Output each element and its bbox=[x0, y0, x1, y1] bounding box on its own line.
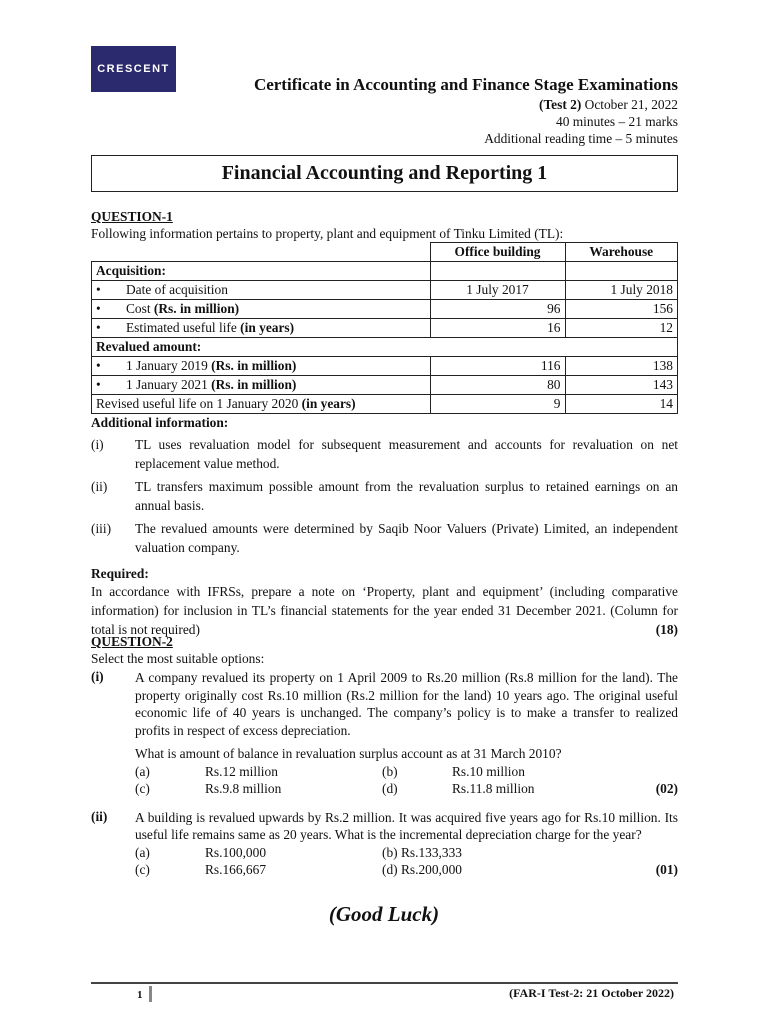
cell-value: 156 bbox=[565, 300, 678, 319]
mcq-stem: A building is revalued upwards by Rs.2 million. It was acquired five years ago for Rs.10 million. Its useful life remains same as 20 years. What is the incremental depreciation charge for the year? bbox=[135, 809, 678, 842]
cell-value: 1 July 2017 bbox=[430, 281, 565, 300]
question-2-heading: QUESTION-2 bbox=[91, 634, 173, 649]
label-text: 1 January 2021 bbox=[126, 377, 212, 392]
label-text: Estimated useful life bbox=[126, 320, 241, 335]
question-1-heading: QUESTION-1 bbox=[91, 209, 173, 224]
certificate-title: Certificate in Accounting and Finance Stage Examinations bbox=[253, 75, 678, 94]
page-footer bbox=[91, 982, 678, 1001]
label-unit: (Rs. in million) bbox=[211, 358, 297, 373]
option-text: Rs.166,667 bbox=[205, 861, 267, 877]
footer-divider bbox=[149, 986, 152, 1002]
table-row bbox=[92, 262, 678, 281]
bullet: • bbox=[96, 282, 101, 297]
required-body: In accordance with IFRSs, prepare a note on ‘Property, plant and equipment’ (including comparative information) for inclusion in TL’s financial statements for the year ended 31 December 2021. (Column for total is not required) bbox=[91, 584, 678, 637]
cell-value: 138 bbox=[565, 357, 678, 376]
cell-value: 143 bbox=[565, 376, 678, 395]
mcq-stem: A company revalued its property on 1 April 2009 to Rs.20 million (Rs.8 million for the land). The property originally cost Rs.10 million (Rs.2 million for the land) 10 years ago. The original useful economic life of 40 years is unchanged. The company’s policy is to make a transfer to realized profits in respect of excess depreciation. bbox=[135, 670, 678, 738]
paper-title: Financial Accounting and Reporting 1 bbox=[221, 162, 548, 184]
test-date-line bbox=[254, 96, 678, 113]
mcq-item-ii bbox=[91, 809, 678, 878]
mcq-body bbox=[135, 669, 678, 797]
item-text: The revalued amounts were determined by Saqib Noor Valuers (Private) Limited, an independent valuation company. bbox=[135, 521, 678, 555]
row-label bbox=[92, 395, 431, 414]
footer-text: (FAR-I Test-2: 21 October 2022) bbox=[509, 986, 674, 1000]
bullet: • bbox=[96, 301, 101, 316]
option-label: (c) bbox=[135, 861, 150, 877]
table-header-blank bbox=[92, 243, 431, 262]
empty-cell bbox=[565, 262, 678, 281]
label-unit: (in years) bbox=[240, 320, 295, 335]
test-number: (Test 2) bbox=[539, 97, 582, 112]
table-row bbox=[92, 319, 678, 338]
option-label: (a) bbox=[135, 844, 150, 860]
option-label: (d) bbox=[382, 780, 398, 796]
mcq-item-i bbox=[91, 669, 678, 797]
label-text: Revised useful life on 1 January 2020 bbox=[96, 396, 302, 411]
mcq-question: What is amount of balance in revaluation surplus account as at 31 March 2010? bbox=[135, 746, 562, 761]
exam-header bbox=[254, 74, 678, 147]
col-warehouse: Warehouse bbox=[565, 243, 678, 262]
bullet: • bbox=[96, 320, 101, 335]
mcq-options bbox=[135, 763, 678, 797]
reading-time-line: Additional reading time – 5 minutes bbox=[484, 131, 678, 146]
page-number: 1 bbox=[137, 989, 143, 1001]
cell-value: 116 bbox=[430, 357, 565, 376]
label-text: Date of acquisition bbox=[126, 282, 228, 297]
row-label bbox=[92, 281, 431, 300]
item-label: (i) bbox=[91, 437, 104, 452]
row-label bbox=[92, 376, 431, 395]
label-unit: (Rs. in million) bbox=[153, 301, 240, 316]
row-label bbox=[92, 319, 431, 338]
mcq-label: (i) bbox=[91, 669, 104, 684]
table-header-row bbox=[92, 243, 678, 262]
required-heading: Required: bbox=[91, 566, 149, 581]
option-text: Rs.11.8 million bbox=[452, 780, 535, 796]
table-row bbox=[92, 338, 678, 357]
option-text: (b) Rs.133,333 bbox=[382, 844, 462, 860]
table-row bbox=[92, 395, 678, 414]
marks-badge: (01) bbox=[655, 861, 678, 877]
option-text: Rs.100,000 bbox=[205, 844, 267, 860]
option-label: (a) bbox=[135, 763, 150, 779]
col-office-building: Office building bbox=[430, 243, 565, 262]
paper-title-box bbox=[91, 155, 678, 192]
empty-cell bbox=[430, 262, 565, 281]
question-1 bbox=[91, 208, 678, 639]
option-label: (b) bbox=[382, 763, 398, 779]
cell-value: 16 bbox=[430, 319, 565, 338]
exam-date: October 21, 2022 bbox=[581, 97, 678, 112]
ppe-table bbox=[91, 242, 678, 414]
cell-value: 12 bbox=[565, 319, 678, 338]
item-text: TL uses revaluation model for subsequent measurement and accounts for revaluation on net replacement value method. bbox=[135, 437, 678, 471]
item-label: (iii) bbox=[91, 521, 112, 536]
table-row bbox=[92, 357, 678, 376]
cell-value: 80 bbox=[430, 376, 565, 395]
row-label bbox=[92, 357, 431, 376]
option-d-with-marks bbox=[452, 780, 678, 797]
option-text: Rs.12 million bbox=[205, 763, 278, 779]
label-text: Cost bbox=[126, 301, 154, 316]
table-row bbox=[92, 281, 678, 300]
option-d-with-marks bbox=[382, 861, 678, 878]
required-text bbox=[91, 582, 678, 639]
mcq-label: (ii) bbox=[91, 808, 108, 824]
logo-text: CRESCENT bbox=[97, 63, 170, 75]
cell-value: 9 bbox=[430, 395, 565, 414]
mcq-body bbox=[135, 809, 678, 878]
crescent-logo bbox=[91, 46, 176, 92]
cell-value: 1 July 2018 bbox=[565, 281, 678, 300]
marks-badge: (18) bbox=[655, 622, 678, 637]
question-2-intro: Select the most suitable options: bbox=[91, 651, 265, 666]
table-row bbox=[92, 300, 678, 319]
item-label: (ii) bbox=[91, 479, 108, 494]
cell-value: 96 bbox=[430, 300, 565, 319]
acquisition-label: Acquisition: bbox=[92, 262, 431, 281]
marks-badge: (02) bbox=[655, 780, 678, 796]
additional-info-heading: Additional information: bbox=[91, 415, 229, 430]
bullet: • bbox=[96, 358, 101, 373]
option-text: Rs.10 million bbox=[452, 763, 525, 779]
cell-value: 14 bbox=[565, 395, 678, 414]
mcq-options bbox=[135, 844, 678, 878]
row-label bbox=[92, 300, 431, 319]
option-text: (d) Rs.200,000 bbox=[382, 861, 462, 877]
label-unit: (in years) bbox=[301, 396, 356, 411]
label-text: 1 January 2019 bbox=[126, 358, 212, 373]
question-1-intro: Following information pertains to property, plant and equipment of Tinku Limited (TL): bbox=[91, 226, 564, 241]
list-item bbox=[91, 519, 678, 557]
duration-line: 40 minutes – 21 marks bbox=[556, 114, 678, 129]
table-row bbox=[92, 376, 678, 395]
good-luck: (Good Luck) bbox=[328, 902, 440, 926]
question-2 bbox=[91, 633, 678, 878]
list-item bbox=[91, 477, 678, 515]
bullet: • bbox=[96, 377, 101, 392]
option-label: (c) bbox=[135, 780, 150, 796]
list-item bbox=[91, 435, 678, 473]
revalued-amount-label: Revalued amount: bbox=[92, 338, 678, 357]
label-unit: (Rs. in million) bbox=[211, 377, 297, 392]
item-text: TL transfers maximum possible amount from the revaluation surplus to retained earnings on an annual basis. bbox=[135, 479, 678, 513]
option-text: Rs.9.8 million bbox=[205, 780, 282, 796]
